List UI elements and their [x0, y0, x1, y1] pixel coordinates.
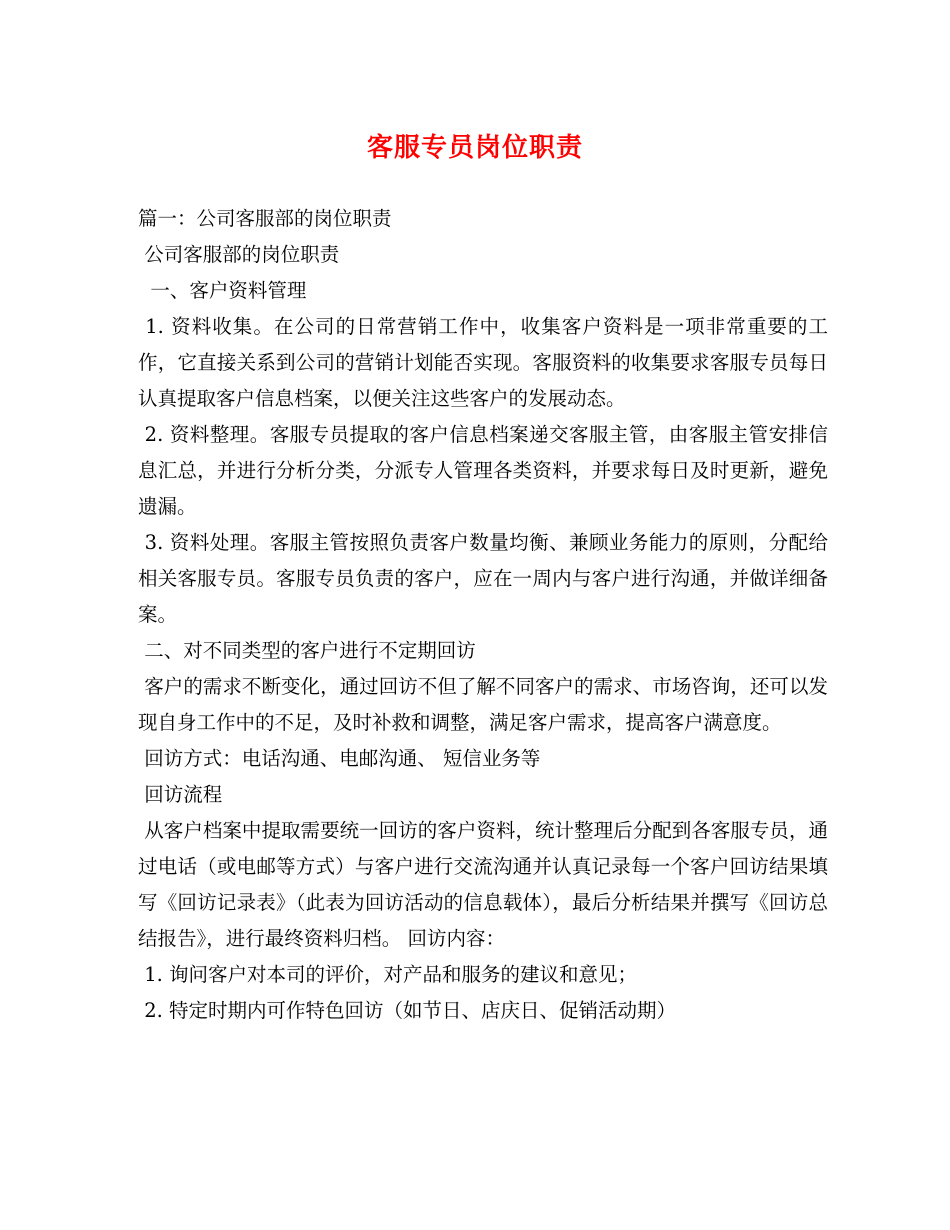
section-heading: 篇一：公司客服部的岗位职责	[138, 207, 392, 230]
subheading: 公司客服部的岗位职责	[138, 243, 340, 266]
paragraph-revisit-intro: 客户的需求不断变化，通过回访不但了解不同客户的需求、市场咨询，还可以发现自身工作中的不足，及时补救和调整，满足客户需求，提高客户满意度。	[138, 675, 828, 734]
paragraph-data-organization: 2. 资料整理。客服专员提取的客户信息档案递交客服主管，由客服主管安排信息汇总，并进行分析分类，分派专人管理各类资料，并要求每日及时更新，避免遗漏。	[138, 423, 828, 518]
section-title-revisit: 二、对不同类型的客户进行不定期回访	[138, 639, 476, 662]
paragraph-data-processing: 3. 资料处理。客服主管按照负责客户数量均衡、兼顾业务能力的原则，分配给相关客服专员。客服专员负责的客户，应在一周内与客户进行沟通，并做详细备案。	[138, 531, 828, 626]
paragraph-revisit-process: 从客户档案中提取需要统一回访的客户资料，统计整理后分配到各客服专员，通过电话（或电邮等方式）与客户进行交流沟通并认真记录每一个客户回访结果填写《回访记录表》（此表为回访活动的信息载体），最后分析结果并撰写《回访总结报告》，进行最终资料归档。 回访内容：	[138, 819, 828, 950]
list-item-1: 1. 询问客户对本司的评价，对产品和服务的建议和意见；	[138, 963, 638, 986]
section-title-customer-data: 一、客户资料管理	[138, 279, 307, 302]
paragraph-revisit-methods: 回访方式：电话沟通、电邮沟通、 短信业务等	[138, 747, 541, 770]
list-item-2: 2. 特定时期内可作特色回访（如节日、店庆日、促销活动期）	[138, 999, 677, 1022]
paragraph-data-collection: 1. 资料收集。在公司的日常营销工作中，收集客户资料是一项非常重要的工作，它直接关系到公司的营销计划能否实现。客服资料的收集要求客服专员每日认真提取客户信息档案，以便关注这些客户的发展动态。	[138, 315, 828, 410]
paragraph-revisit-process-title: 回访流程	[138, 783, 223, 806]
document-body	[138, 201, 828, 1029]
document-title: 客服专员岗位职责	[366, 133, 583, 163]
